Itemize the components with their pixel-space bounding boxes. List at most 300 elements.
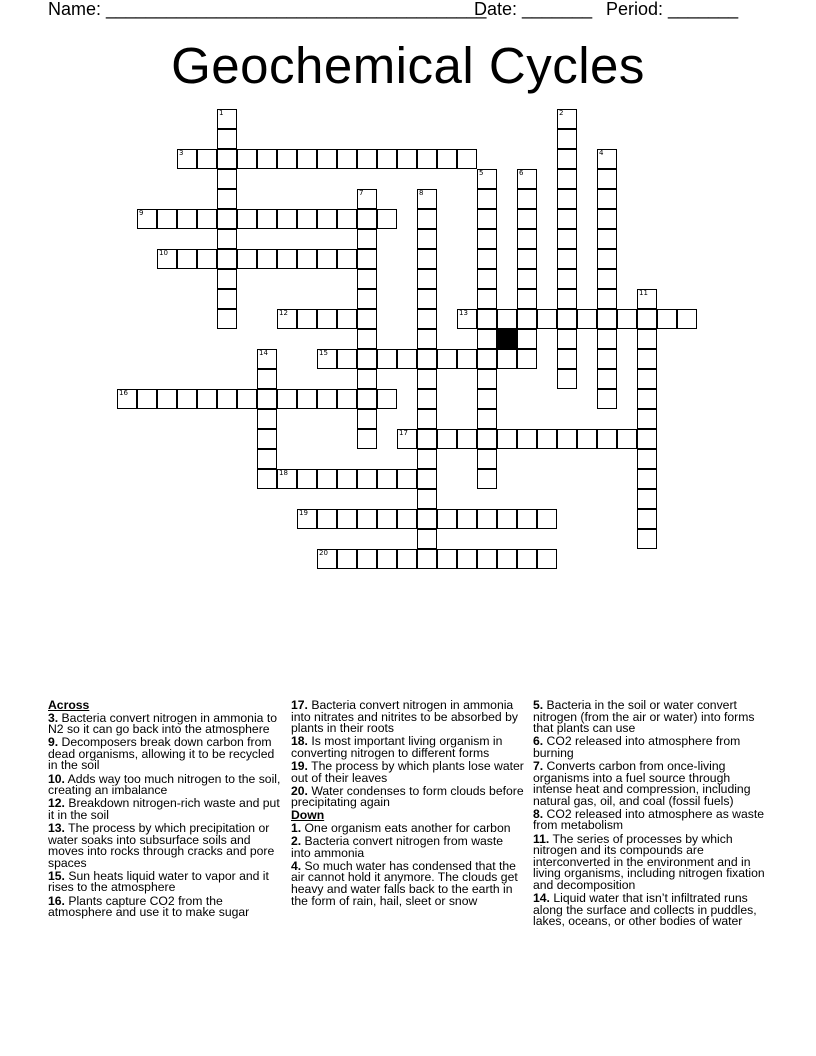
name-field-label: Name: ______________________________________ [48,0,487,19]
grid-cell[interactable] [657,309,677,329]
grid-cell[interactable] [477,209,497,229]
grid-cell[interactable] [297,389,317,409]
grid-cell[interactable] [377,509,397,529]
grid-cell[interactable] [297,509,317,529]
grid-cell[interactable] [597,349,617,369]
grid-cell[interactable] [357,309,377,329]
grid-cell[interactable] [637,289,657,309]
grid-cell[interactable] [217,149,237,169]
clues-column-1 [48,700,282,920]
grid-cell[interactable] [477,329,497,349]
clue-number: 6. [533,734,544,749]
grid-cell[interactable] [237,209,257,229]
grid-cell[interactable] [517,189,537,209]
grid-cell[interactable] [317,349,337,369]
grid-cell[interactable] [357,349,377,369]
grid-cell[interactable] [317,149,337,169]
clue-number: 1. [291,820,302,835]
grid-cell[interactable] [517,349,537,369]
grid-cell[interactable] [597,249,617,269]
grid-cell[interactable] [417,309,437,329]
clue-number: 4 [599,149,604,157]
grid-cell[interactable] [597,149,617,169]
grid-cell[interactable] [377,209,397,229]
across-heading: Across [48,698,90,712]
grid-cell[interactable] [337,389,357,409]
clue-number: 4. [291,858,302,873]
grid-cell[interactable] [377,349,397,369]
grid-cell[interactable] [637,449,657,469]
grid-cell[interactable] [517,429,537,449]
grid-cell[interactable] [537,549,557,569]
grid-cell[interactable] [517,289,537,309]
clue-text: Bacteria convert nitrogen in ammonia into nitrates and nitrites to be absorbed by plants in their roots [291,698,518,736]
grid-cell[interactable] [137,389,157,409]
clue-number: 6 [519,169,524,177]
clue-number: 13. [48,820,65,835]
clue-text: Bacteria in the soil or water convert nitrogen (from the air or water) into forms that plants can use [533,698,755,736]
grid-cell[interactable] [337,249,357,269]
grid-cell[interactable] [417,389,437,409]
grid-cell[interactable] [297,309,317,329]
grid-cell[interactable] [597,169,617,189]
grid-cell[interactable] [517,209,537,229]
across-clue [291,736,525,759]
clue-text: One organism eats another for carbon [301,820,511,835]
date-field-label: Date: _______ [474,0,593,19]
grid-cell[interactable] [417,249,437,269]
grid-cell[interactable] [417,289,437,309]
grid-cell[interactable] [357,429,377,449]
clue-number: 16. [48,893,65,908]
grid-cell[interactable] [477,409,497,429]
grid-cell[interactable] [497,549,517,569]
grid-cell[interactable] [357,289,377,309]
grid-cell[interactable] [357,269,377,289]
grid-cell[interactable] [417,229,437,249]
grid-cell[interactable] [557,229,577,249]
grid-cell[interactable] [637,349,657,369]
grid-cell[interactable] [297,149,317,169]
grid-cell[interactable] [237,149,257,169]
grid-cell[interactable] [597,189,617,209]
across-clue [48,737,282,772]
grid-cell[interactable] [377,389,397,409]
grid-cell[interactable] [337,469,357,489]
grid-cell[interactable] [277,469,297,489]
grid-cell[interactable] [357,409,377,429]
grid-cell[interactable] [417,449,437,469]
grid-cell[interactable] [597,329,617,349]
grid-cell[interactable] [637,529,657,549]
grid-cell[interactable] [337,509,357,529]
grid-cell[interactable] [437,429,457,449]
grid-cell[interactable] [557,109,577,129]
down-heading: Down [291,808,325,823]
grid-cell[interactable] [477,309,497,329]
grid-cell[interactable] [597,229,617,249]
grid-cell[interactable] [357,229,377,249]
across-clue [48,868,282,895]
down-clue [533,831,769,892]
grid-cell[interactable] [637,409,657,429]
grid-cell[interactable] [257,209,277,229]
clue-number: 7 [359,189,364,197]
grid-cell[interactable] [477,429,497,449]
grid-cell[interactable] [497,349,517,369]
clue-text: CO2 released into atmosphere from burning [533,734,741,760]
grid-cell[interactable] [177,149,197,169]
grid-cell[interactable] [397,509,417,529]
grid-cell[interactable] [437,509,457,529]
down-clue [533,893,769,928]
clue-text: Plants capture CO2 from the atmosphere and use it to make sugar [48,893,250,920]
grid-cell[interactable] [337,149,357,169]
grid-cell[interactable] [257,449,277,469]
grid-cell[interactable] [637,469,657,489]
grid-cell[interactable] [257,349,277,369]
grid-cell[interactable] [417,529,437,549]
grid-cell[interactable] [337,209,357,229]
grid-cell[interactable] [517,229,537,249]
grid-cell[interactable] [557,209,577,229]
grid-cell[interactable] [417,189,437,209]
grid-cell[interactable] [557,349,577,369]
grid-cell[interactable] [177,389,197,409]
down-clue [533,700,769,735]
clue-number: 14 [259,349,268,357]
grid-cell[interactable] [557,249,577,269]
grid-cell[interactable] [257,469,277,489]
grid-cell[interactable] [297,209,317,229]
down-clue [533,758,769,808]
grid-cell[interactable] [637,489,657,509]
down-clue [291,836,525,859]
grid-cell[interactable] [297,249,317,269]
clue-number: 20 [319,549,328,557]
clue-number: 9 [139,209,144,217]
grid-cell[interactable] [597,309,617,329]
grid-cell[interactable] [357,469,377,489]
grid-cell[interactable] [477,249,497,269]
grid-cell[interactable] [197,209,217,229]
grid-cell[interactable] [417,269,437,289]
grid-cell[interactable] [557,329,577,349]
grid-cell[interactable] [217,249,237,269]
grid-cell[interactable] [617,429,637,449]
grid-cell[interactable] [517,509,537,529]
clue-number: 8. [533,806,544,821]
grid-cell[interactable] [317,249,337,269]
grid-cell[interactable] [217,109,237,129]
grid-cell[interactable] [477,169,497,189]
grid-cell[interactable] [417,349,437,369]
grid-cell[interactable] [417,549,437,569]
grid-cell[interactable] [457,149,477,169]
grid-cell[interactable] [337,549,357,569]
clue-number: 2. [291,834,302,849]
grid-cell[interactable] [537,309,557,329]
across-clue [48,710,282,737]
clue-number: 17. [291,698,308,712]
grid-cell[interactable] [417,469,437,489]
across-clue [291,700,525,735]
clue-text: The process by which plants lose water out of their leaves [291,758,524,785]
clue-number: 18. [291,734,308,749]
clue-number: 12. [48,796,65,811]
grid-cell[interactable] [597,209,617,229]
grid-cell[interactable] [337,349,357,369]
grid-cell[interactable] [157,209,177,229]
grid-cell[interactable] [557,189,577,209]
grid-cell[interactable] [477,549,497,569]
clue-number: 8 [419,189,424,197]
grid-cell[interactable] [397,549,417,569]
grid-cell[interactable] [457,349,477,369]
grid-cell[interactable] [357,369,377,389]
grid-cell[interactable] [377,149,397,169]
grid-cell[interactable] [177,209,197,229]
grid-cell[interactable] [517,309,537,329]
grid-cell[interactable] [457,309,477,329]
clue-number: 1 [219,109,224,117]
grid-cell[interactable] [557,129,577,149]
grid-cell[interactable] [477,389,497,409]
grid-cell[interactable] [457,429,477,449]
grid-cell[interactable] [637,369,657,389]
grid-cell[interactable] [197,149,217,169]
grid-cell[interactable] [577,309,597,329]
grid-cell[interactable] [577,429,597,449]
clue-number: 10 [159,249,168,257]
grid-cell[interactable] [517,549,537,569]
clue-number: 19. [291,758,308,773]
grid-cell[interactable] [117,389,137,409]
black-square [497,329,517,349]
clue-text: Water condenses to form clouds before precipitating again [291,783,524,810]
grid-cell[interactable] [477,509,497,529]
clues-column-3 [533,700,769,929]
grid-cell[interactable] [217,209,237,229]
clue-number: 7. [533,758,544,773]
grid-cell[interactable] [417,149,437,169]
grid-cell[interactable] [537,429,557,449]
clue-text: Sun heats liquid water to vapor and it rises to the atmosphere [48,868,269,895]
grid-cell[interactable] [357,509,377,529]
clue-number: 17 [399,429,408,437]
grid-cell[interactable] [637,389,657,409]
across-clue [48,798,282,821]
grid-cell[interactable] [357,149,377,169]
grid-cell[interactable] [397,149,417,169]
grid-cell[interactable] [197,249,217,269]
grid-cell[interactable] [397,349,417,369]
clue-number: 19 [299,509,308,517]
grid-cell[interactable] [337,309,357,329]
across-clue [48,893,282,920]
grid-cell[interactable] [157,389,177,409]
page-title: Geochemical Cycles [171,37,645,94]
grid-cell[interactable] [637,509,657,529]
clue-number: 16 [119,389,128,397]
across-clue [291,758,525,785]
grid-cell[interactable] [557,309,577,329]
grid-cell[interactable] [417,489,437,509]
grid-cell[interactable] [417,509,437,529]
grid-cell[interactable] [217,269,237,289]
grid-cell[interactable] [417,409,437,429]
clue-number: 12 [279,309,288,317]
clue-text: The process by which precipitation or water soaks into subsurface soils and moves into rocks through cracks and pore spaces [48,820,275,870]
grid-cell[interactable] [477,189,497,209]
grid-cell[interactable] [277,309,297,329]
clue-number: 5. [533,698,544,712]
grid-cell[interactable] [517,249,537,269]
grid-cell[interactable] [557,169,577,189]
grid-cell[interactable] [357,189,377,209]
grid-cell[interactable] [217,309,237,329]
grid-cell[interactable] [557,429,577,449]
clue-number: 18 [279,469,288,477]
grid-cell[interactable] [197,389,217,409]
grid-cell[interactable] [297,469,317,489]
down-clue [291,820,525,835]
grid-cell[interactable] [257,429,277,449]
grid-cell[interactable] [137,209,157,229]
grid-cell[interactable] [357,389,377,409]
grid-cell[interactable] [277,149,297,169]
grid-cell[interactable] [557,289,577,309]
grid-cell[interactable] [217,389,237,409]
clue-text: Liquid water that isn’t infiltrated runs along the surface and collects in puddles, lakes, oceans, or other bodies of water [533,891,757,929]
grid-cell[interactable] [217,129,237,149]
grid-cell[interactable] [357,549,377,569]
grid-cell[interactable] [257,409,277,429]
across-clue [48,820,282,870]
clue-number: 15. [48,868,65,883]
grid-cell[interactable] [597,429,617,449]
clue-text: Breakdown nitrogen-rich waste and put it in the soil [48,796,280,822]
grid-cell[interactable] [357,329,377,349]
grid-cell[interactable] [617,309,637,329]
grid-cell[interactable] [477,229,497,249]
grid-cell[interactable] [277,209,297,229]
grid-cell[interactable] [217,229,237,249]
grid-cell[interactable] [317,309,337,329]
grid-cell[interactable] [517,169,537,189]
grid-cell[interactable] [517,329,537,349]
grid-cell[interactable] [557,369,577,389]
grid-cell[interactable] [477,289,497,309]
grid-cell[interactable] [377,549,397,569]
down-clue [291,858,525,908]
clue-text: Adds way too much nitrogen to the soil, creating an imbalance [48,771,281,798]
grid-cell[interactable] [437,349,457,369]
clue-number: 14. [533,891,550,905]
grid-cell[interactable] [377,469,397,489]
grid-cell[interactable] [477,269,497,289]
clue-number: 10. [48,771,65,786]
grid-cell[interactable] [477,469,497,489]
grid-cell[interactable] [257,249,277,269]
grid-cell[interactable] [497,429,517,449]
grid-cell[interactable] [537,509,557,529]
grid-cell[interactable] [317,509,337,529]
grid-cell[interactable] [677,309,697,329]
grid-cell[interactable] [637,329,657,349]
grid-cell[interactable] [477,349,497,369]
clue-text: So much water has condensed that the air cannot hold it anymore. The clouds get heavy and water falls back to the earth in the form of rain, hail, sleet or snow [291,858,518,908]
grid-cell[interactable] [317,209,337,229]
grid-cell[interactable] [597,369,617,389]
grid-cell[interactable] [357,209,377,229]
grid-cell[interactable] [157,249,177,269]
grid-cell[interactable] [217,189,237,209]
grid-cell[interactable] [257,389,277,409]
grid-cell[interactable] [237,389,257,409]
grid-cell[interactable] [217,169,237,189]
grid-cell[interactable] [497,309,517,329]
down-clue [533,736,769,759]
across-clue [291,783,525,810]
grid-cell[interactable] [397,469,417,489]
grid-cell[interactable] [237,249,257,269]
grid-cell[interactable] [257,369,277,389]
grid-cell[interactable] [437,549,457,569]
grid-cell[interactable] [317,389,337,409]
grid-cell[interactable] [277,249,297,269]
grid-cell[interactable] [557,149,577,169]
clue-number: 13 [459,309,468,317]
grid-cell[interactable] [317,469,337,489]
clue-number: 5 [479,169,484,177]
grid-cell[interactable] [177,249,197,269]
grid-cell[interactable] [557,269,577,289]
grid-cell[interactable] [597,269,617,289]
grid-cell[interactable] [517,269,537,289]
grid-cell[interactable] [417,429,437,449]
grid-cell[interactable] [477,449,497,469]
clue-text: The series of processes by which nitrogen and its compounds are interconverted in the environment and in living organisms, including nitrogen fixation and decomposition [533,831,765,892]
grid-cell[interactable] [637,309,657,329]
grid-cell[interactable] [457,509,477,529]
grid-cell[interactable] [277,389,297,409]
grid-cell[interactable] [317,549,337,569]
across-clue [48,771,282,798]
grid-cell[interactable] [417,329,437,349]
grid-cell[interactable] [257,149,277,169]
clue-text: CO2 released into atmosphere as waste from metabolism [533,806,765,833]
grid-cell[interactable] [477,369,497,389]
grid-cell[interactable] [597,289,617,309]
grid-cell[interactable] [417,369,437,389]
grid-cell[interactable] [497,509,517,529]
clue-text: Is most important living organism in converting nitrogen to different forms [291,734,503,760]
clue-number: 2 [559,109,564,117]
clue-number: 20. [291,783,308,798]
grid-cell[interactable] [217,289,237,309]
grid-cell[interactable] [597,389,617,409]
grid-cell[interactable] [357,249,377,269]
grid-cell[interactable] [417,209,437,229]
grid-cell[interactable] [457,549,477,569]
clue-text: Bacteria convert nitrogen in ammonia to N2 so it can go back into the atmosphere [48,710,277,737]
grid-cell[interactable] [637,429,657,449]
grid-cell[interactable] [397,429,417,449]
clues-column-2 [291,700,525,909]
period-field-label: Period: _______ [606,0,739,19]
grid-cell[interactable] [437,149,457,169]
